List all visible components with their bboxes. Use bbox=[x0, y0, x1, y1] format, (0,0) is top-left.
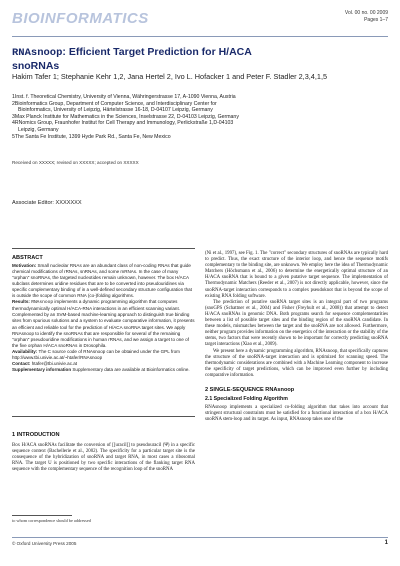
intro-heading: 1 INTRODUCTION bbox=[12, 432, 60, 438]
abstract-top-rule bbox=[12, 248, 195, 249]
affiliation-4: 4RNomics Group, Fraunhofer Institut for Cell Therapy and Immunology, Perlickstraße 1,D-04103 bbox=[12, 120, 234, 127]
affiliation-2: 2Bioinformatics Group, Department of Computer Science, and Interdisciplinary Center for bbox=[12, 100, 217, 107]
results-text: implements a dynamic programming algorithm that computes thermodynamically optimal H/ACA-RNA interactions in an efficient scanning variant. Complemented by an SVM-based machine-learning approach to distinguish true binding sites from spurious solutions and a system to evaluate comparative information, it presents an efficient and reliable tool for the prediction of H/ACA snoRNA target sites. We apply RNAsnoop to identify the snoRNAs that are responsible for several of the remaining "orphan" pseudouridine modifications in human rRNAs, and we assign a target to one of the five orphan H/ACA snoRNAs in Drosophila. bbox=[12, 299, 195, 348]
author-list: Hakim Tafer 1; Stephanie Kehr 1,2, Jana Hertel 2, Ivo L. Hofacker 1 and Peter F. Stadler 2,3,4,1,5 bbox=[12, 72, 328, 81]
footnote-rule bbox=[12, 515, 72, 516]
col2-paragraph-4: RNAsnoop implements a specialized co-folding algorithm that takes into account that stringent structural constraints must be satisfied for a functional interaction of a box H/ACA snoRNA stem-loop and its target. As input, RNAsnoop takes one of the bbox=[205, 404, 388, 423]
abstract-motivation bbox=[12, 263, 195, 299]
affiliation-5: 5The Santa Fe Institute, 1399 Hyde Park Rd., Santa Fe, New Mexico bbox=[12, 133, 171, 140]
motivation-text: Small nucleolar RNAs are an abundant class of non-coding RNAs that guide chemical modifications of rRNAs, snRNAs, and some mRNAs. In the case of many "orphan" snoRNAs, the targeted nucleotides remain unknown, however. The box H/ACA subclass determines uridine residues that are to be converted into pseudouridines via specific complementary binding of in a well-defined secondary structure configuration that is outside the scope of common RNA (co-)folding algorithms. bbox=[12, 263, 192, 299]
abstract-supplementary bbox=[12, 367, 195, 373]
col2-paragraph-2: The prediction of putative snoRNA target sites is an integral part of two programs (snoGPS (Schattner et al., 2004) and Fisher (Freyhult et al., 2008)) that attempt to detect H/ACA snoRNAs in genomic DNA. Both programs search for sequence complementarities between a list of possible target sites and the binding region of the snoRNA candidate. In these models, mismatches between the target and the snoRNA are not allowed. Furthermore, neither program provides information on the energetics of the interaction or the stability of the stems, two factors that were recently shown to be important for correctly predicting snoRNA target interactions (Xiao et al., 2009). bbox=[205, 299, 388, 348]
col2-paragraph-1: (Ni et al., 1997), see Fig. 1. The "correct" secondary structures of snoRNAs are typically hard to predict. Thus, the exact structure of the interior loop, and hence the sequence motifs complementary to the binding site, are unknown. We employ here the idea of Thermodynamic Matchers (Höchsmann et al., 2006) to determine the energetically optimal structure of an H/ACA snoRNA that is bound to a given putative target sequence. The implementation of Thermodynamic Matchers (Reeder et al., 2007) is not directly applicable, however, since the snoRNA-target interaction corresponds to a complex pseudoknot that is beyond the scope of existing RNA folding software. bbox=[205, 251, 388, 299]
right-column bbox=[205, 251, 388, 423]
volume-line: Vol. 00 no. 00 2009 bbox=[344, 10, 388, 16]
footer-rule bbox=[12, 537, 388, 538]
volume-info bbox=[345, 10, 388, 24]
supplementary-label: Supplementary information bbox=[12, 366, 72, 372]
page-number: 1 bbox=[384, 540, 388, 546]
journal-header bbox=[12, 8, 388, 37]
abstract-heading: ABSTRACT bbox=[12, 255, 43, 261]
results-label: Results: bbox=[12, 299, 30, 305]
contact-email[interactable]: htafer@tbi.univie.ac.at bbox=[31, 360, 78, 366]
motivation-label: Motivation: bbox=[12, 263, 37, 269]
results-tool-name: RNAsnoop bbox=[31, 300, 54, 306]
abstract bbox=[12, 255, 195, 373]
contact-label: Contact: bbox=[12, 360, 31, 366]
affiliation-4-cont: Leipzig, Germany bbox=[18, 126, 59, 133]
left-column bbox=[12, 432, 195, 473]
abstract-bottom-rule bbox=[12, 416, 195, 417]
footnote: to whom correspondence should be addressed bbox=[12, 518, 91, 523]
received-dates: Received on XXXXX; revised on XXXXX; accepted on XXXXX bbox=[12, 160, 139, 165]
supplementary-text: Supplementary data are available at Bioinformatics online. bbox=[72, 366, 190, 372]
title-rest: : Efficient Target Prediction for H/ACA bbox=[62, 46, 252, 58]
abstract-results bbox=[12, 299, 195, 348]
affiliation-2-cont: Bioinformatics, University of Leipzig, Härtelstrasse 16-18, D-04107 Leipzig, Germany bbox=[18, 107, 213, 114]
intro-paragraph: Box H/ACA snoRNAs facilitate the conversion of [[uracil]] to pseudouracil (Ψ) in a specific sequence context (Bachellerie et al., 2002). The specificity for a particular target site is the consequence of the hybridization of snoRNA and target RNA, in most cases a ribosomal RNA. The target U is positioned by two specific interactions of the flanking target RNA sequence with the complementary sequence of the recognition loop of the snoRNA bbox=[12, 443, 195, 473]
title-tool-name: RNAsnoop bbox=[12, 47, 63, 59]
section-2-heading: 2 SINGLE-SEQUENCE RNAsnoop bbox=[205, 386, 295, 393]
affiliation-1: 1Inst. f. Theoretical Chemistry, University of Vienna, Währingerstrasse 17, A-1090 Vienna, Austria bbox=[12, 94, 236, 100]
paper-title bbox=[12, 46, 302, 72]
availability-label: Availability: bbox=[12, 348, 38, 354]
affiliation-3: 3Max Planck Institute for Mathematics in the Sciences, Inselstrasse 22, D-04103 Leipzig, Germany bbox=[12, 113, 239, 120]
affiliations bbox=[12, 94, 392, 140]
associate-editor: Associate Editor: XXXXXXX bbox=[12, 200, 82, 206]
title-line2: snoRNAs bbox=[12, 59, 60, 72]
section-2-1-heading: 2.1 Specialized Folding Algorithm bbox=[205, 395, 288, 402]
availability-text: The C source code of RNAsnoop can be obtained under the GPL from http://www.tbi.univie.ac.at/~htafer/RNAsnoop bbox=[12, 348, 180, 360]
copyright-notice: © Oxford University Press 2005 bbox=[12, 541, 77, 546]
abstract-availability bbox=[12, 349, 195, 361]
pages-line: Pages 1–7 bbox=[364, 17, 388, 23]
col2-paragraph-3: We present here a dynamic programming algorithm, RNAsnoop, that specifically captures the structure of the snoRNA-target interaction and is optimized for scanning speed. The thermodynamic considerations are combined with a Machine Learning component to increase the specificity of target predictions, which can be improved even further by including comparative information. bbox=[205, 348, 388, 378]
journal-name: BIOINFORMATICS bbox=[12, 10, 149, 27]
